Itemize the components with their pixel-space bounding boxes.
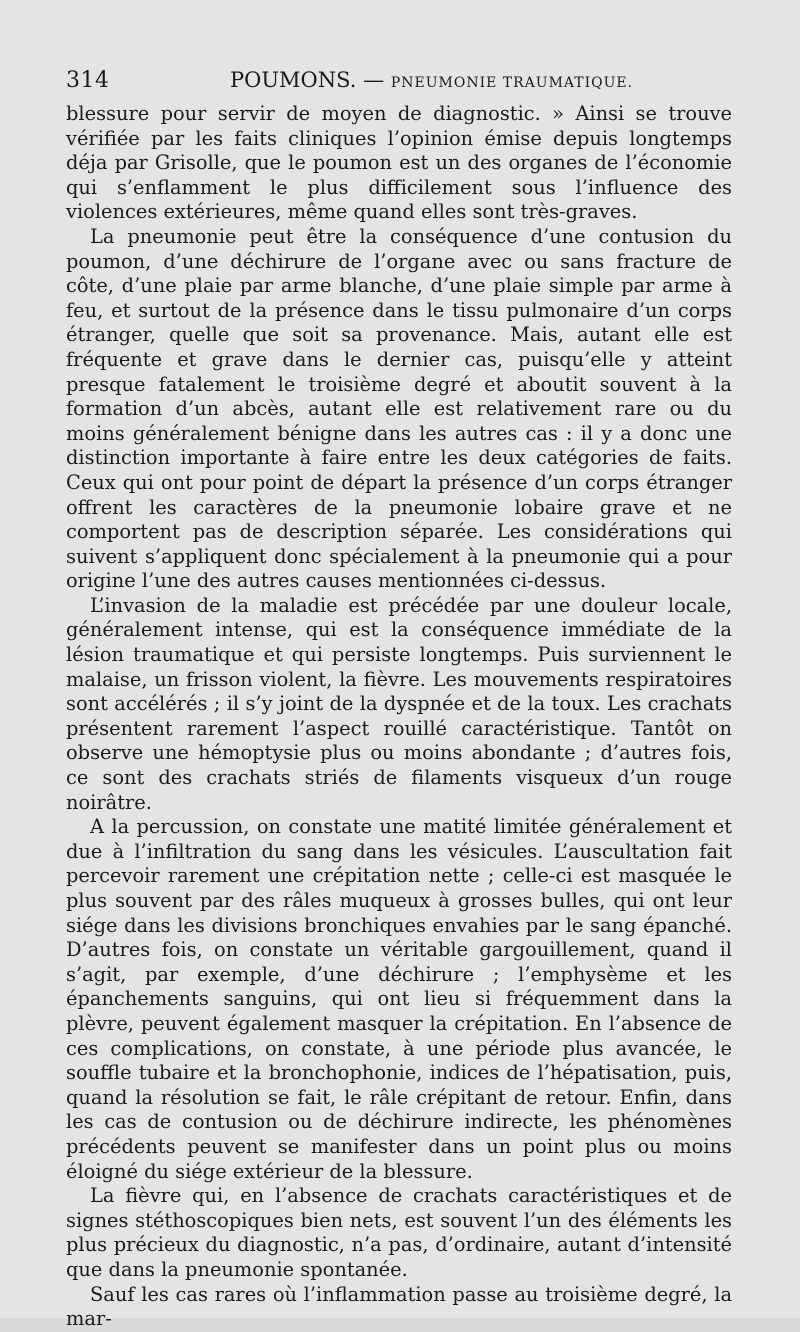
paragraph: La pneumonie peut être la conséquence d’une contusion du poumon, d’une déchirure de l’organe avec ou sans fracture de côte, d’une plaie par arme blanche, d’une plaie simple par arme à feu, et surtout de la présence dans le tissu pulmonaire d’un corps étranger, quelle que soit sa provenance. Mais, autant elle est fréquente et grave dans le dernier cas, puisqu’elle y atteint presque fatalement le troisième degré et aboutit souvent à la formation d’un abcès, autant elle est relativement rare ou du moins généralement bénigne dans les autres cas : il y a donc une distinction importante à faire entre les deux catégories de faits. Ceux qui ont pour point de départ la présence d’un corps étranger offrent les caractères de la pneumonie lobaire grave et ne comportent pas de description séparée. Les considérations qui suivent s’appliquent donc spécialement à la pneumonie qui a pour origine l’une des autres causes mentionnées ci-dessus.: [66, 224, 732, 593]
chapter-title: POUMONS.: [230, 68, 357, 92]
paragraph: L’invasion de la maladie est précédée par une douleur locale, généralement intense, qui est la conséquence immédiate de la lésion traumatique et qui persiste longtemps. Puis surviennent le malaise, un frisson violent, la fièvre. Les mouvements respiratoires sont accélérés ; il s’y joint de la dyspnée et de la toux. Les crachats présentent rarement l’aspect rouillé caractéristique. Tantôt on observe une hémoptysie plus ou moins abondante ; d’autres fois, ce sont des crachats striés de filaments visqueux d’un rouge noirâtre.: [66, 593, 732, 814]
paragraph: A la percussion, on constate une matité limitée généralement et due à l’infiltration du sang dans les vésicules. L’auscultation fait percevoir rarement une crépitation nette ; celle-ci est masquée le plus souvent par des râles muqueux à grosses bulles, qui ont leur siége dans les divisions bronchiques envahies par le sang épanché. D’autres fois, on constate un véritable gargouillement, quand il s’agit, par exemple, d’une déchirure ; l’emphysème et les épanchements sanguins, qui ont lieu si fréquemment dans la plèvre, peuvent également masquer la crépitation. En l’absence de ces complications, on constate, à une période plus avancée, le souffle tubaire et la bronchophonie, indices de l’hépatisation, puis, quand la résolution se fait, le râle crépitant de retour. Enfin, dans les cas de contusion ou de déchirure indirecte, les phénomènes précédents peuvent se manifester dans un point plus ou moins éloigné du siége extérieur de la blessure.: [66, 815, 732, 1183]
page-number: 314: [66, 68, 110, 93]
title-separator: —: [363, 68, 385, 92]
body-text: [66, 102, 732, 1332]
paragraph: La fièvre qui, en l’absence de crachats caractéristiques et de signes stéthoscopiques bien nets, est souvent l’un des éléments les plus précieux du diagnostic, n’a pas, d’ordinaire, autant d’intensité que dans la pneumonie spontanée.: [66, 1184, 732, 1281]
running-title: [230, 68, 633, 92]
running-header: [66, 68, 732, 98]
paragraph: blessure pour servir de moyen de diagnostic. » Ainsi se trouve vérifiée par les faits cliniques l’opinion émise depuis longtemps déja par Grisolle, que le poumon est un des organes de l’économie qui s’enflamment le plus difficilement sous l’influence des violences extérieures, même quand elles sont très-graves.: [66, 102, 732, 224]
paragraph: Sauf les cas rares où l’inflammation passe au troisième degré, la mar-: [66, 1282, 732, 1331]
section-subtitle: PNEUMONIE TRAUMATIQUE.: [390, 75, 634, 91]
